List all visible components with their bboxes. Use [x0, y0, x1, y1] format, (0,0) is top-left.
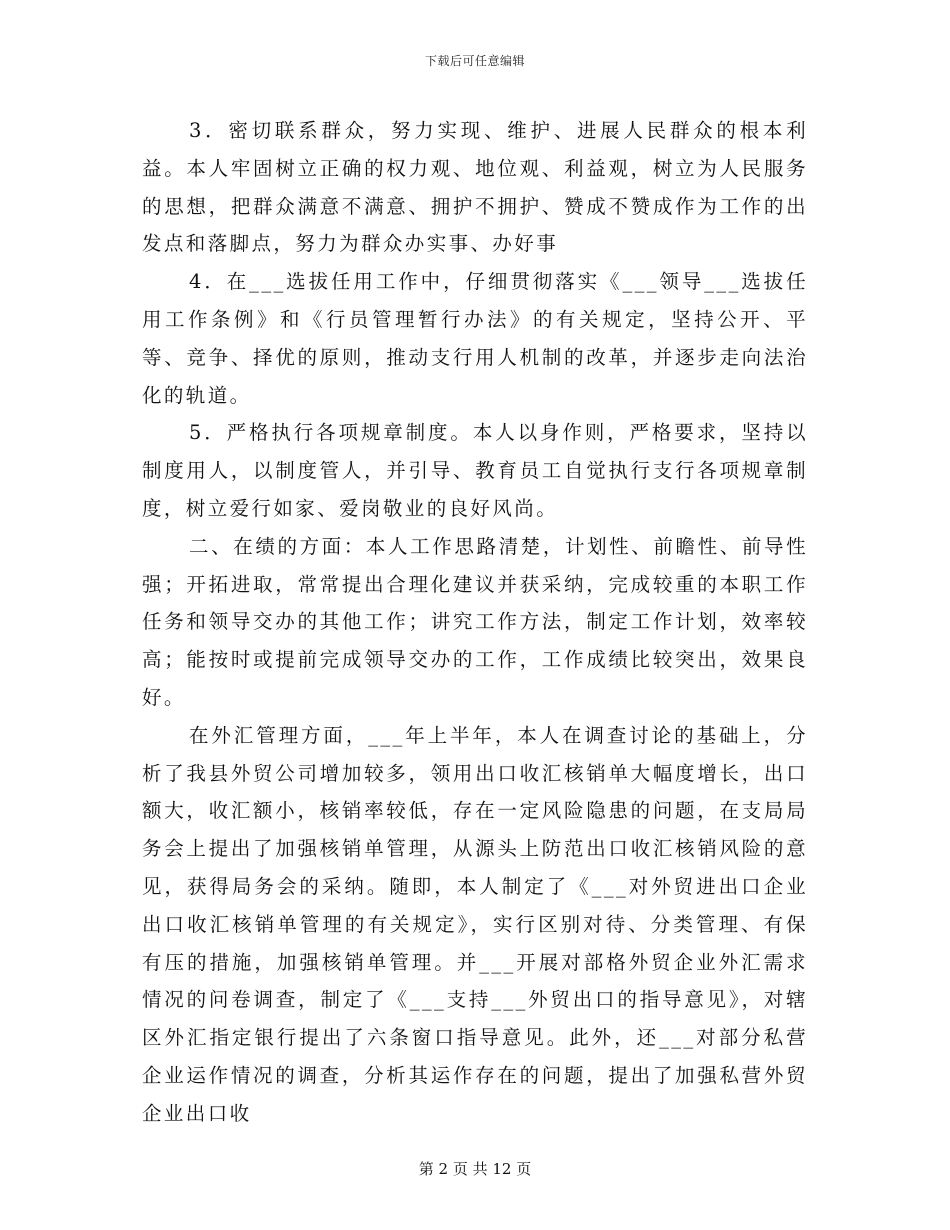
paragraph-3: 5．严格执行各项规章制度。本人以身作则，严格要求，坚持以制度用人，以制度管人，并引导、教育员工自觉执行支行各项规章制度，树立爱行如家、爱岗敬业的良好风尚。	[142, 421, 808, 520]
page-header: 下载后可任意编辑	[424, 54, 525, 68]
paragraph-1: 3．密切联系群众，努力实现、维护、进展人民群众的根本利益。本人牢固树立正确的权力观、地位观、利益观，树立为人民服务的思想，把群众满意不满意、拥护不拥护、赞成不赞成作为工作的出发点和落脚点，努力为群众办实事、办好事	[142, 119, 808, 256]
paragraph-2: 4．在___选拔任用工作中，仔细贯彻落实《___领导___选拔任用工作条例》和《行员管理暂行办法》的有关规定，坚持公开、平等、竞争、择优的原则，推动支行用人机制的改革，并逐步走向法治化的轨道。	[142, 270, 808, 407]
document-body	[142, 112, 808, 1133]
paragraph-4: 二、在绩的方面：本人工作思路清楚，计划性、前瞻性、前导性强；开拓进取，常常提出合理化建议并获采纳，完成较重的本职工作任务和领导交办的其他工作；讲究工作方法，制定工作计划，效率较高；能按时或提前完成领导交办的工作，工作成绩比较突出，效果良好。	[142, 534, 808, 709]
page-number-footer: 第 2 页 共 12 页	[418, 1160, 532, 1178]
paragraph-5: 在外汇管理方面，___年上半年，本人在调查讨论的基础上，分析了我县外贸公司增加较多，领用出口收汇核销单大幅度增长，出口额大，收汇额小，核销率较低，存在一定风险隐患的问题，在支局局务会上提出了加强核销单管理，从源头上防范出口收汇核销风险的意见，获得局务会的采纳。随即，本人制定了《___对外贸进出口企业出口收汇核销单管理的有关规定》，实行区别对待、分类管理、有保有压的措施，加强核销单管理。并___开展对部格外贸企业外汇需求情况的问卷调查，制定了《___支持___外贸出口的指导意见》，对辖区外汇指定银行提出了六条窗口指导意见。此外，还___对部分私营企业运作情况的调查，分析其运作存在的问题，提出了加强私营外贸企业出口收	[142, 723, 808, 1125]
